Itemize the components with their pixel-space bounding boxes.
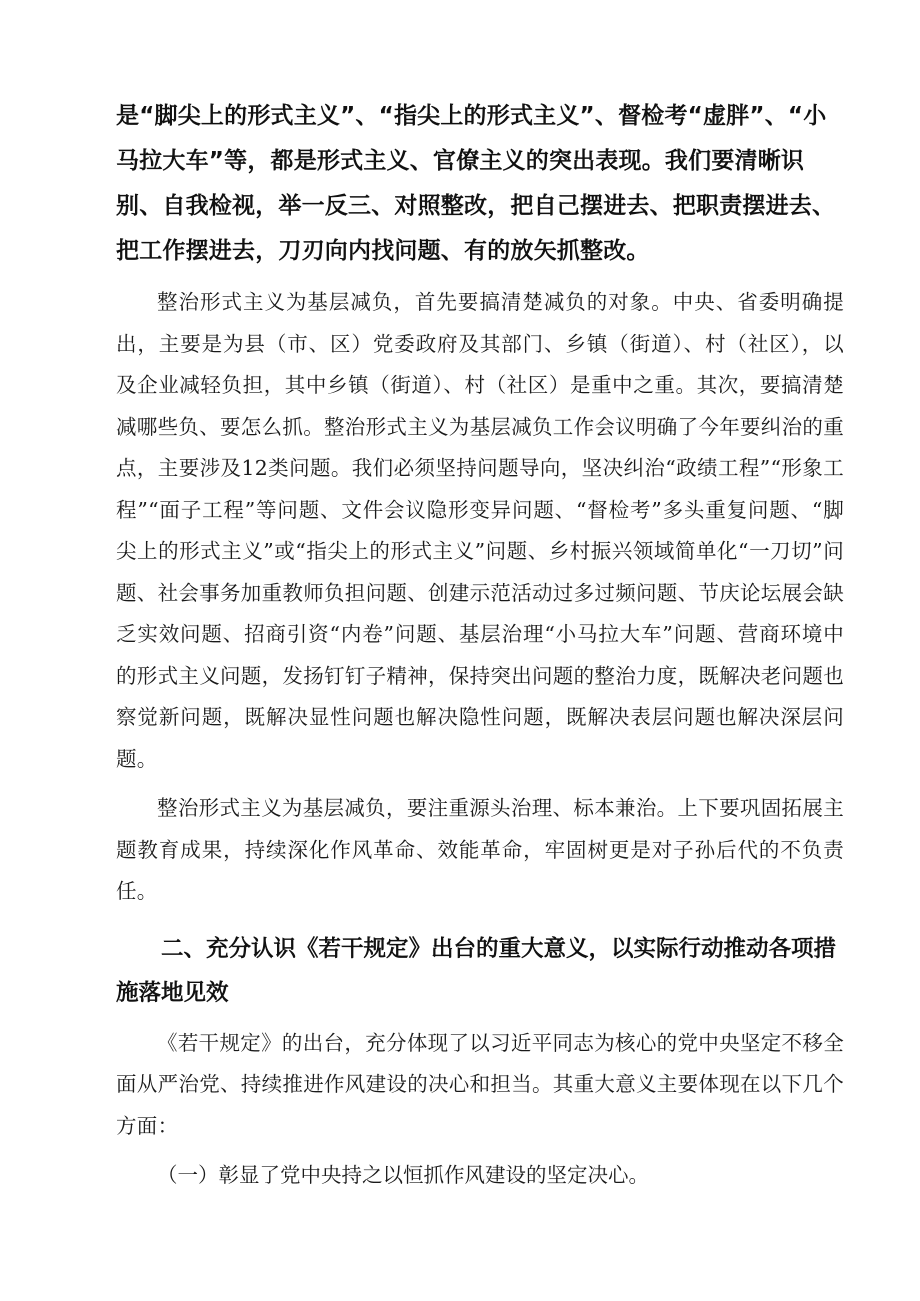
body-paragraph-source-governance: 整治形式主义为基层减负，要注重源头治理、标本兼治。上下要巩固拓展主题教育成果，持续深化作风革命、效能革命，牢固树更是对子孙后代的不负责任。	[116, 796, 844, 903]
spacer	[116, 780, 844, 788]
spacer	[116, 274, 844, 282]
document-page	[116, 94, 844, 1197]
spacer	[116, 1015, 844, 1023]
spacer	[116, 1147, 844, 1155]
body-paragraph-reduce-burden-target: 整治形式主义为基层减负，首先要搞清楚减负的对象。中央、省委明确提出，主要是为县（市、区）党委政府及其部门、乡镇（街道）、村（社区），以及企业减轻负担，其中乡镇（街道）、村（社区）是重中之重。其次，要搞清楚减哪些负、要怎么抓。整治形式主义为基层减负工作会议明确了今年要纠治的重点，主要涉及12类问题。我们必须坚持问题导向，坚决纠治“政绩工程”“形象工程”“面子工程”等问题、文件会议隐形变异问题、“督检考”多头重复问题、“脚尖上的形式主义”或“指尖上的形式主义”问题、乡村振兴领域简单化“一刀切”问题、社会事务加重教师负担问题、创建示范活动过多过频问题、节庆论坛展会缺乏实效问题、招商引资“内卷”问题、基层治理“小马拉大车”问题、营商环境中的形式主义问题，发扬钉钉子精神，保持突出问题的整治力度，既解决老问题也察觉新问题，既解决显性问题也解决隐性问题，既解决表层问题也解决深层问题。	[116, 290, 844, 771]
section-heading-2: 二、充分认识《若干规定》出台的重大意义，以实际行动推动各项措施落地见效	[116, 935, 837, 1006]
spacer	[116, 913, 844, 927]
sub-heading-1: （一）彰显了党中央持之以恒抓作风建设的坚定决心。	[157, 1163, 649, 1187]
bold-intro-paragraph: 是“脚尖上的形式主义”、“指尖上的形式主义”、督检考“虚胖”、“小马拉大车”等，都是形式主义、官僚主义的突出表现。我们要清晰识别、自我检视，举一反三、对照整改，把自己摆进去、把职责摆进去、把工作摆进去，刀刃向内找问题、有的放矢抓整改。	[116, 103, 836, 264]
body-paragraph-regulations-significance: 《若干规定》的出台，充分体现了以习近平同志为核心的党中央坚定不移全面从严治党、持续推进作风建设的决心和担当。其重大意义主要体现在以下几个方面：	[116, 1030, 844, 1138]
